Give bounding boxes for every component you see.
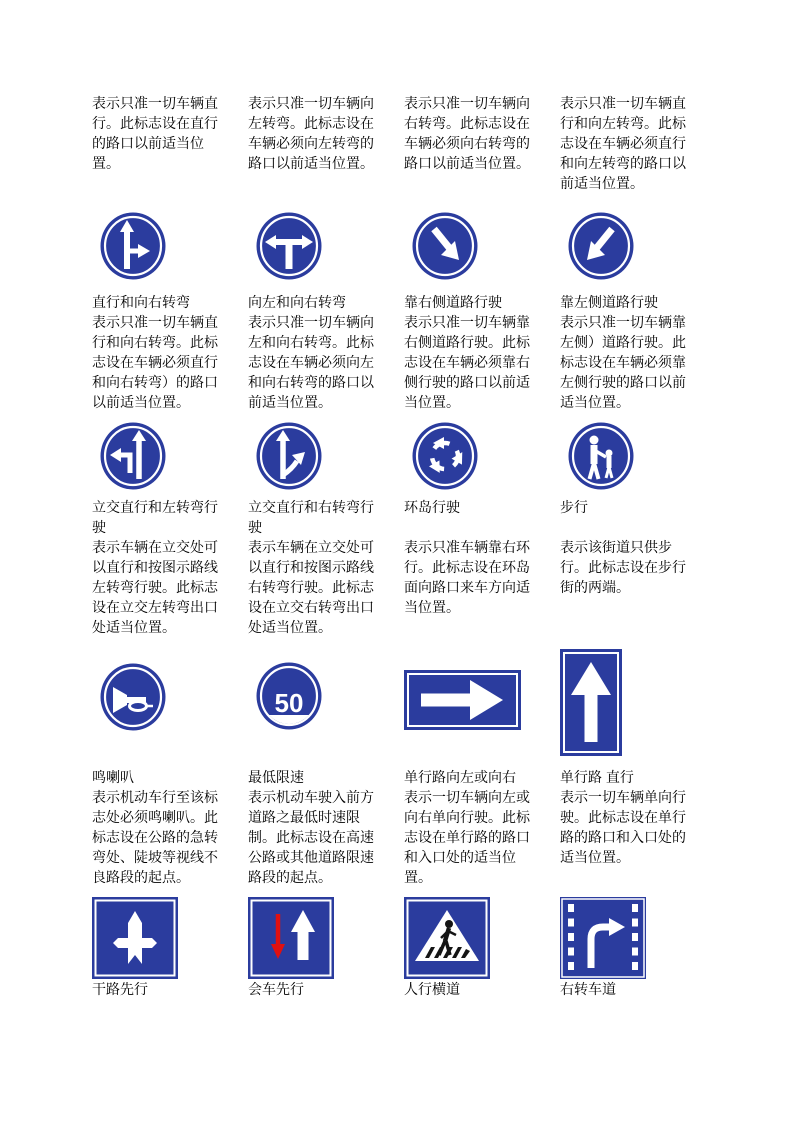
sign-caption: [404, 292, 547, 420]
caption-row-3: [92, 767, 708, 897]
sign-description: 表示只准一切车辆靠右侧道路行驶。此标志设在车辆必须靠右侧行驶的路口以前适当位置。: [404, 314, 530, 410]
sign-title: 环岛行驶: [404, 499, 460, 515]
sign-description: 表示车辆在立交处可以直行和按图示路线左转弯行驶。此标志设在立交左转弯出口处适当位置。: [92, 539, 218, 635]
speed-value: 50: [274, 688, 304, 718]
sign-cell: [404, 420, 547, 497]
minimum-speed-limit-sign-icon: [256, 662, 322, 730]
caption-row-1: [92, 292, 708, 420]
sign-caption: [560, 497, 703, 655]
sign-caption: [248, 292, 391, 420]
sign-description: 表示只准一切车辆向右转弯。此标志设在车辆必须向右转弯的路口以前适当位置。: [404, 95, 530, 171]
sign-cell: [248, 897, 391, 979]
left-and-right-turn-sign-icon: [256, 212, 322, 280]
sign-description: 表示只准一切车辆靠左侧）道路行驶。此标志设在车辆必须靠左侧行驶的路口以前适当位置。: [560, 314, 686, 410]
sign-description: 表示只准一切车辆直行。此标志设在直行的路口以前适当位置。: [92, 95, 218, 171]
sign-title: 立交直行和左转弯行驶: [92, 499, 218, 535]
keep-left-sign-icon: [568, 212, 634, 280]
sign-caption: [560, 292, 703, 420]
one-way-straight-sign-icon: [560, 649, 622, 756]
sound-horn-sign-icon: [100, 663, 166, 731]
sign-description: 表示只准车辆靠右环行。此标志设在环岛面向路口来车方向适当位置。: [404, 539, 530, 615]
sign-description: 表示机动车驶入前方道路之最低时速限制。此标志设在高速公路或其他道路限速路段的起点。: [248, 789, 374, 885]
sign-caption: [248, 497, 391, 655]
sign-description: 表示只准一切车辆向左和向右转弯。此标志设在车辆必须向左和向右转弯的路口以前适当位置。: [248, 314, 374, 410]
meeting-priority-sign-icon: [248, 897, 334, 979]
sign-cell: [248, 655, 391, 767]
sign-cell: [404, 897, 547, 979]
sign-title: 靠右侧道路行驶: [404, 294, 502, 310]
sign-caption: [92, 292, 235, 420]
sign-title: 步行: [560, 499, 588, 515]
sign-caption: [92, 767, 235, 897]
caption-row-2: [92, 497, 708, 655]
sign-cell: [92, 420, 235, 497]
sign-row-3: [92, 655, 708, 767]
sign-description: 表示机动车行至该标志处必须鸣喇叭。此标志设在公路的急转弯处、陡坡等视线不良路段的起点。: [92, 789, 218, 885]
pedestrians-only-sign-icon: [568, 422, 634, 490]
sign-title: 单行路向左或向右: [404, 769, 516, 785]
sign-caption: [92, 979, 235, 999]
sign-title: 干路先行: [92, 981, 148, 997]
priority-road-sign-icon: [92, 897, 178, 979]
sign-description: 表示只准一切车辆直行和向左转弯。此标志设在车辆必须直行和向左转弯的路口以前适当位置。: [560, 95, 686, 191]
sign-caption: [404, 979, 547, 999]
sign-cell: [248, 210, 391, 292]
straight-and-right-turn-sign-icon: [100, 212, 166, 280]
sign-title: 向左和向右转弯: [248, 294, 346, 310]
keep-right-sign-icon: [412, 212, 478, 280]
sign-cell: [560, 655, 703, 767]
sign-cell: [560, 210, 703, 292]
intro-text-row: [92, 93, 708, 210]
sign-title: 人行横道: [404, 981, 460, 997]
sign-title: 右转车道: [560, 981, 616, 997]
roundabout-sign-icon: [412, 422, 478, 490]
sign-cell: [92, 210, 235, 292]
sign-cell: [404, 210, 547, 292]
sign-cell: [560, 897, 703, 979]
sign-title: 直行和向右转弯: [92, 294, 190, 310]
sign-title: 最低限速: [248, 769, 304, 785]
sign-caption: [404, 767, 547, 897]
sign-title: 靠左侧道路行驶: [560, 294, 658, 310]
sign-caption: [248, 767, 391, 897]
traffic-signs-document-page: [92, 93, 708, 999]
sign-title: 单行路 直行: [560, 769, 634, 785]
sign-row-2: [92, 420, 708, 497]
sign-caption: [248, 979, 391, 999]
sign-description: 表示只准一切车辆直行和向右转弯。此标志设在车辆必须直行和向右转弯）的路口以前适当位置。: [92, 314, 218, 410]
sign-title: 鸣喇叭: [92, 769, 134, 785]
sign-description: 表示该街道只供步行。此标志设在步行街的两端。: [560, 539, 686, 595]
sign-caption: [560, 767, 703, 897]
sign-cell: [248, 420, 391, 497]
right-turn-lane-sign-icon: [560, 897, 646, 979]
sign-row-4: [92, 897, 708, 979]
one-way-right-sign-icon: [404, 670, 521, 730]
sign-caption: [560, 979, 703, 999]
sign-cell: [560, 420, 703, 497]
sign-cell: [92, 655, 235, 767]
sign-description: 表示一切车辆单向行驶。此标志设在单行路的路口和入口处的适当位置。: [560, 789, 686, 865]
interchange-straight-and-left-turn-sign-icon: [100, 422, 166, 490]
sign-row-1: [92, 210, 708, 292]
sign-cell: [404, 655, 547, 767]
pedestrian-crossing-sign-icon: [404, 897, 490, 979]
sign-description: 表示车辆在立交处可以直行和按图示路线右转弯行驶。此标志设在立交右转弯出口处适当位置。: [248, 539, 374, 635]
sign-description: 表示一切车辆向左或向右单向行驶。此标志设在单行路的路口和入口处的适当位置。: [404, 789, 530, 885]
caption-row-4: [92, 979, 708, 999]
sign-cell: [92, 897, 235, 979]
sign-title: 会车先行: [248, 981, 304, 997]
interchange-straight-and-right-turn-sign-icon: [256, 422, 322, 490]
sign-description: 表示只准一切车辆向左转弯。此标志设在车辆必须向左转弯的路口以前适当位置。: [248, 95, 374, 171]
sign-caption: [404, 497, 547, 655]
sign-title: 立交直行和右转弯行驶: [248, 499, 374, 535]
sign-caption: [92, 497, 235, 655]
